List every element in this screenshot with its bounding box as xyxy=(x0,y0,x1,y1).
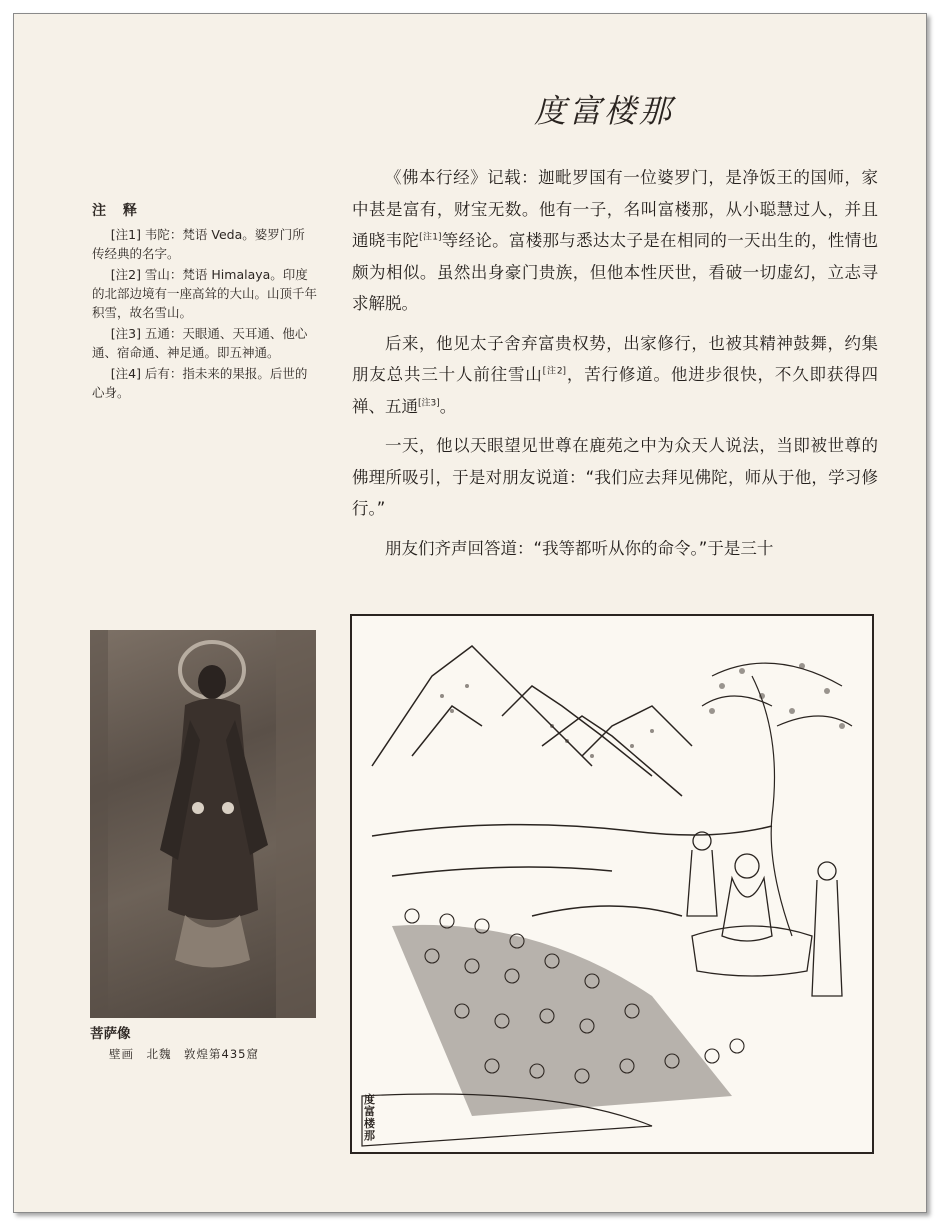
paragraph-text: 后来，他见太子舍弃富贵权势，出家修行，也被其精神鼓舞，约集朋友总共三十人前往雪山 xyxy=(352,333,878,384)
mural-caption-title: 菩萨像 xyxy=(90,1026,131,1042)
paragraph-text: 《佛本行经》记载：迦毗罗国有一位婆罗门，是净饭王的国师，家中甚是富有，财宝无数。他有一子，名叫富楼那，从小聪慧过人，并且通晓韦陀 xyxy=(352,168,878,250)
footnote-ref: [注2] xyxy=(542,366,567,377)
footnote-ref: [注3] xyxy=(418,398,440,408)
paragraph-1 xyxy=(352,162,878,320)
landscape-scene-illustration xyxy=(352,616,872,1152)
mural-figure-illustration xyxy=(90,630,316,1018)
woodcut-illustration xyxy=(350,614,874,1154)
note-item: [注1] 韦陀：梵语 Veda。婆罗门所传经典的名字。 xyxy=(92,227,305,261)
notes-heading: 注 释 xyxy=(92,203,143,219)
paragraph-3: 一天，他以天眼望见世尊在鹿苑之中为众天人说法，当即被世尊的佛理所吸引，于是对朋友说道：“我们应去拜见佛陀，师从于他，学习修行。” xyxy=(352,436,878,518)
paragraph-4: 朋友们齐声回答道：“我等都听从你的命令。”于是三十 xyxy=(385,538,774,558)
page-title: 度富楼那 xyxy=(534,92,675,130)
note-item: [注3] 五通：天眼通、天耳通、他心通、宿命通、神足通。即五神通。 xyxy=(92,326,308,360)
paragraph-text: ，苦行修道。他进步很快，不久即获得四禅、五通 xyxy=(352,365,879,416)
illustration-seal: 度富楼那 xyxy=(364,1093,375,1142)
paragraph-text: 。 xyxy=(439,396,457,416)
note-item: [注4] 后有：指未来的果报。后世的心身。 xyxy=(92,366,308,400)
mural-caption-detail: 壁画 北魏 敦煌第435窟 xyxy=(109,1047,259,1061)
note-item: [注2] 雪山：梵语 Himalaya。印度的北部边境有一座高耸的大山。山顶千年积雪，故名雪山。 xyxy=(92,267,318,320)
notes-section xyxy=(92,202,317,404)
footnote-ref: [注1] xyxy=(419,232,442,243)
paragraph-2 xyxy=(352,328,878,423)
page-frame xyxy=(13,13,927,1213)
bodhisattva-mural-image xyxy=(90,630,316,1018)
paragraph-text: 等经论。富楼那与悉达太子是在相同的一天出生的，性情也颇为相似。虽然出身豪门贵族，但他本性厌世，看破一切虚幻，立志寻求解脱。 xyxy=(352,231,878,313)
main-text xyxy=(352,162,878,572)
